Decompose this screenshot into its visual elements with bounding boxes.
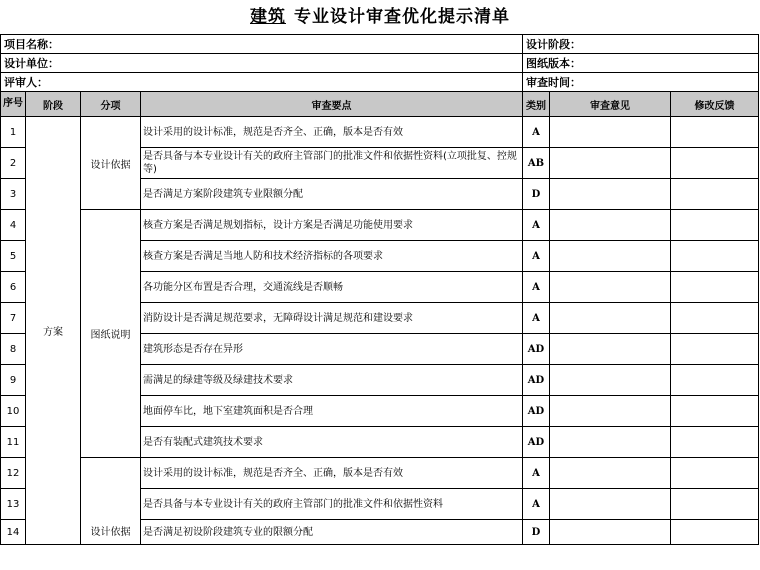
row-item: 需满足的绿建等级及绿建技术要求 (141, 365, 523, 396)
review-checklist-table (0, 34, 759, 545)
table-row (1, 117, 759, 148)
feedback-cell[interactable] (671, 241, 759, 272)
row-seq: 7 (1, 303, 26, 334)
row-category: A (523, 241, 550, 272)
info-row-3 (1, 73, 759, 92)
row-seq: 6 (1, 272, 26, 303)
row-category: A (523, 117, 550, 148)
row-category: A (523, 272, 550, 303)
feedback-cell[interactable] (671, 117, 759, 148)
row-item: 是否具备与本专业设计有关的政府主管部门的批准文件和依据性资料(立项批复、控规等) (141, 148, 523, 179)
opinion-cell[interactable] (550, 210, 671, 241)
header-category: 类别 (523, 92, 550, 117)
row-seq: 1 (1, 117, 26, 148)
drawing-version-field[interactable]: 图纸版本： (523, 54, 759, 73)
feedback-cell[interactable] (671, 458, 759, 489)
table-row (1, 458, 759, 489)
row-item: 设计采用的设计标准，规范是否齐全、正确，版本是否有效 (141, 117, 523, 148)
row-category: AD (523, 365, 550, 396)
subitem-cell: 图纸说明 (81, 210, 141, 458)
opinion-cell[interactable] (550, 334, 671, 365)
row-category: A (523, 489, 550, 520)
row-seq: 14 (1, 520, 26, 545)
row-item: 是否具备与本专业设计有关的政府主管部门的批准文件和依据性资料 (141, 489, 523, 520)
design-stage-field[interactable]: 设计阶段： (523, 35, 759, 54)
row-item: 核查方案是否满足当地人防和技术经济指标的各项要求 (141, 241, 523, 272)
opinion-cell[interactable] (550, 303, 671, 334)
title-prefix: 建筑 (250, 7, 286, 27)
table-row (1, 210, 759, 241)
feedback-cell[interactable] (671, 489, 759, 520)
row-seq: 10 (1, 396, 26, 427)
row-item: 是否有装配式建筑技术要求 (141, 427, 523, 458)
row-category: D (523, 520, 550, 545)
info-row-2 (1, 54, 759, 73)
feedback-cell[interactable] (671, 427, 759, 458)
row-item: 是否满足方案阶段建筑专业限额分配 (141, 179, 523, 210)
stage-cell: 方案 (26, 117, 81, 545)
row-category: AD (523, 396, 550, 427)
header-seq: 序号 (1, 92, 26, 117)
row-item: 是否满足初设阶段建筑专业的限额分配 (141, 520, 523, 545)
row-seq: 13 (1, 489, 26, 520)
row-seq: 4 (1, 210, 26, 241)
row-item: 建筑形态是否存在异形 (141, 334, 523, 365)
opinion-cell[interactable] (550, 520, 671, 545)
opinion-cell[interactable] (550, 148, 671, 179)
header-subitem: 分项 (81, 92, 141, 117)
review-time-field[interactable]: 审查时间： (523, 73, 759, 92)
row-seq: 11 (1, 427, 26, 458)
row-category: AD (523, 334, 550, 365)
info-row-1 (1, 35, 759, 54)
subitem-cell: 设计依据 (81, 458, 141, 545)
row-seq: 12 (1, 458, 26, 489)
row-item: 各功能分区布置是否合理，交通流线是否顺畅 (141, 272, 523, 303)
row-category: A (523, 458, 550, 489)
opinion-cell[interactable] (550, 489, 671, 520)
row-seq: 5 (1, 241, 26, 272)
row-item: 地面停车比，地下室建筑面积是否合理 (141, 396, 523, 427)
row-seq: 8 (1, 334, 26, 365)
opinion-cell[interactable] (550, 272, 671, 303)
header-review-points: 审查要点 (141, 92, 523, 117)
row-category: AD (523, 427, 550, 458)
feedback-cell[interactable] (671, 272, 759, 303)
header-row (1, 92, 759, 117)
title-main: 专业设计审查优化提示清单 (294, 7, 510, 27)
opinion-cell[interactable] (550, 427, 671, 458)
opinion-cell[interactable] (550, 458, 671, 489)
row-category: D (523, 179, 550, 210)
row-category: AB (523, 148, 550, 179)
row-category: A (523, 210, 550, 241)
header-feedback: 修改反馈 (671, 92, 759, 117)
row-item: 消防设计是否满足规范要求，无障碍设计满足规范和建设要求 (141, 303, 523, 334)
opinion-cell[interactable] (550, 396, 671, 427)
feedback-cell[interactable] (671, 210, 759, 241)
opinion-cell[interactable] (550, 117, 671, 148)
row-item: 核查方案是否满足规划指标，设计方案是否满足功能使用要求 (141, 210, 523, 241)
feedback-cell[interactable] (671, 365, 759, 396)
feedback-cell[interactable] (671, 334, 759, 365)
page-title (0, 0, 760, 34)
opinion-cell[interactable] (550, 365, 671, 396)
feedback-cell[interactable] (671, 520, 759, 545)
row-seq: 3 (1, 179, 26, 210)
row-seq: 9 (1, 365, 26, 396)
row-seq: 2 (1, 148, 26, 179)
subitem-cell: 设计依据 (81, 117, 141, 210)
feedback-cell[interactable] (671, 148, 759, 179)
feedback-cell[interactable] (671, 303, 759, 334)
reviewer-field[interactable]: 评审人： (1, 73, 523, 92)
feedback-cell[interactable] (671, 179, 759, 210)
row-category: A (523, 303, 550, 334)
row-item: 设计采用的设计标准，规范是否齐全、正确，版本是否有效 (141, 458, 523, 489)
opinion-cell[interactable] (550, 241, 671, 272)
header-opinion: 审查意见 (550, 92, 671, 117)
project-name-field[interactable]: 项目名称： (1, 35, 523, 54)
design-unit-field[interactable]: 设计单位： (1, 54, 523, 73)
feedback-cell[interactable] (671, 396, 759, 427)
header-stage: 阶段 (26, 92, 81, 117)
opinion-cell[interactable] (550, 179, 671, 210)
